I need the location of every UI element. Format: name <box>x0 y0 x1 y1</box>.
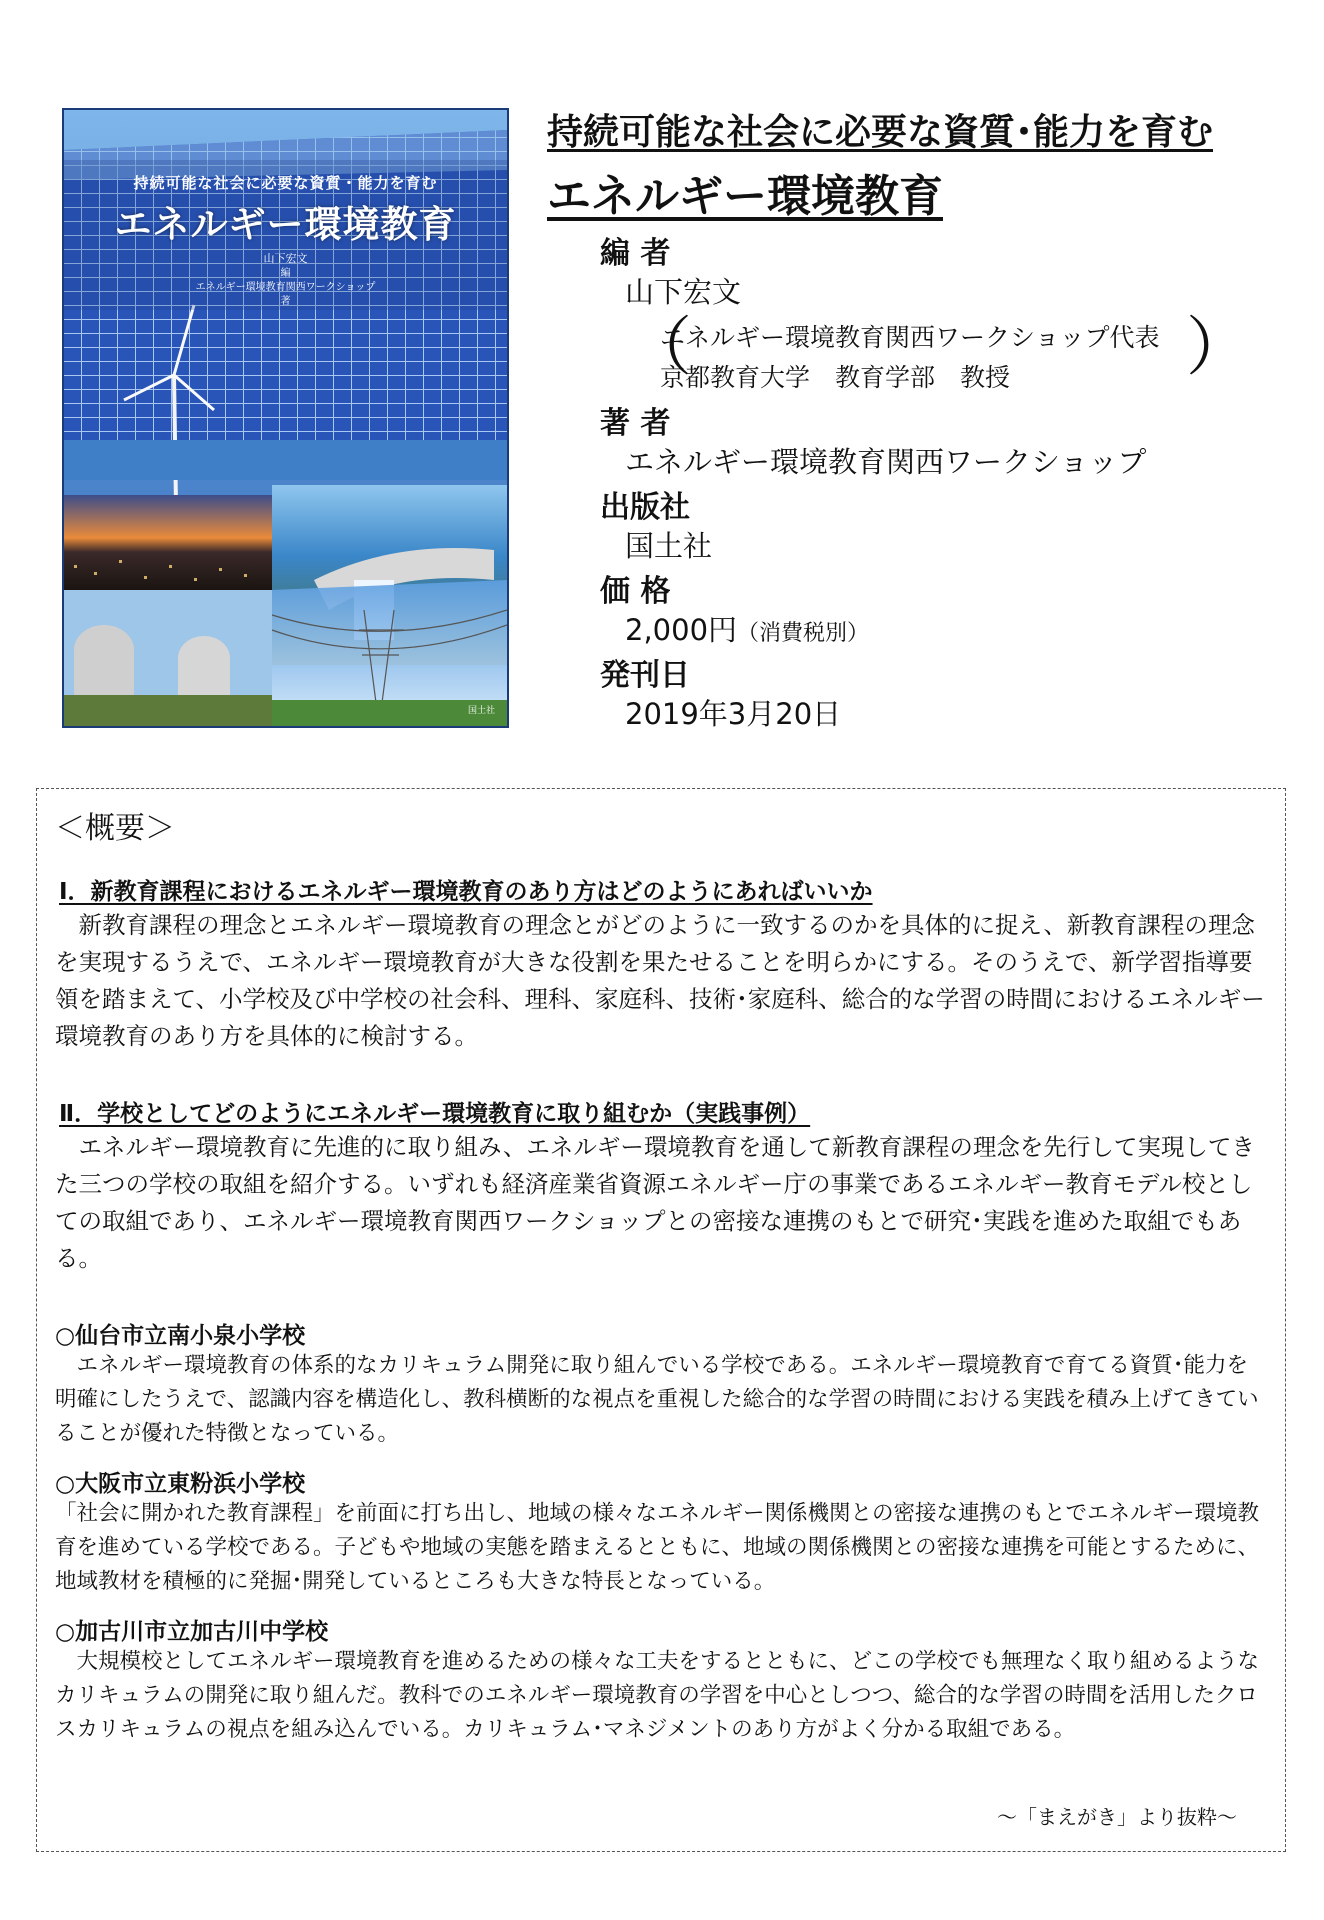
school-2-name: ○大阪市立東粉浜小学校 <box>55 1471 306 1497</box>
book-subtitle: 持続可能な社会に必要な資質･能力を育む <box>547 112 1214 153</box>
cover-author-mark: 著 <box>280 296 291 307</box>
publisher-label: 出版社 <box>600 490 690 525</box>
cover-subtitle: 持続可能な社会に必要な資質・能力を育む <box>133 174 438 192</box>
section-1-text: 新教育課程の理念とエネルギー環境教育の理念とがどのように一致するのかを具体的に捉え、新教育課程の理念を実現するうえで、エネルギー環境教育が大きな役割を果たせることを明らかにする。そのうえで、新学習指導要領を踏まえて、小学校及び中学校の社会科、理科、家庭科、技術･家庭科、総合的な学習の時間におけるエネルギー環境教育のあり方を具体的に検討する。 <box>55 911 1265 1050</box>
summary-box <box>36 788 1286 1852</box>
cover-title: エネルギー環境教育 <box>114 203 457 246</box>
cover-author: エネルギー環境教育関西ワークショップ <box>195 282 376 293</box>
publish-date: 2019年3月20日 <box>625 697 842 731</box>
book-title: エネルギー環境教育 <box>547 171 943 222</box>
editor-affiliation-1: エネルギー環境教育関西ワークショップ代表 <box>660 323 1160 352</box>
summary-heading: ＜概要＞ <box>55 811 175 846</box>
publisher-name: 国土社 <box>625 529 713 563</box>
price-label: 価 格 <box>600 574 671 609</box>
author-label: 著 者 <box>600 406 671 441</box>
school-3-text: 大規模校としてエネルギー環境教育を進めるための様々な工夫をするとともに、どこの学校でも無理なく取り組めるようなカリキュラムの開発に取り組んだ。教科でのエネルギー環境教育の学習を中心としつつ、総合的な学習の時間を活用したクロスカリキュラムの視点を組み込んでいる。カリキュラム･マネジメントのあり方がよく分かる取組である。 <box>55 1649 1260 1742</box>
author-name: エネルギー環境教育関西ワークショップ <box>625 445 1147 479</box>
editor-affiliation-2: 京都教育大学 教育学部 教授 <box>660 363 1011 392</box>
affiliation-paren-left: （ <box>628 311 692 385</box>
school-3-name: ○加古川市立加古川中学校 <box>55 1619 329 1645</box>
price-value <box>625 608 869 649</box>
cover-editor: 山下宏文 <box>263 252 308 265</box>
book-cover <box>62 108 509 728</box>
date-label: 発刊日 <box>600 658 690 693</box>
affiliation-paren-right: ） <box>1186 311 1250 385</box>
section-1-title: Ⅰ．新教育課程におけるエネルギー環境教育のあり方はどのようにあればいいか <box>59 879 873 905</box>
price-amount: 2,000円 <box>625 613 738 647</box>
section-2-text: エネルギー環境教育に先進的に取り組み、エネルギー環境教育を通して新教育課程の理念を先行して実現してきた三つの学校の取組を紹介する。いずれも経済産業省資源エネルギー庁の事業であるエネルギー教育モデル校としての取組であり、エネルギー環境教育関西ワークショップとの密接な連携のもとで研究･実践を進めた取組でもある。 <box>55 1133 1255 1272</box>
cover-edit-mark: 編 <box>280 268 291 279</box>
school-2-text: 「社会に開かれた教育課程」を前面に打ち出し、地域の様々なエネルギー関係機関との密接な連携のもとでエネルギー環境教育を進めている学校である。子どもや地域の実態を踏まえるとともに、地域の関係機関との密接な連携を可能とするために、地域教材を積極的に発掘･開発しているところも大きな特長となっている。 <box>55 1501 1260 1594</box>
editor-name: 山下宏文 <box>625 275 742 309</box>
cover-publisher: 国土社 <box>467 706 495 716</box>
price-tax-note: （消費税別） <box>737 621 870 646</box>
editor-label: 編 者 <box>600 236 671 271</box>
school-1-text: エネルギー環境教育の体系的なカリキュラム開発に取り組んでいる学校である。エネルギー環境教育で育てる資質･能力を明確にしたうえで、認識内容を構造化し、教科横断的な視点を重視した総合的な学習の時間における実践を積み上げてきていることが優れた特徴となっている。 <box>55 1353 1259 1446</box>
section-2-title: Ⅱ．学校としてどのようにエネルギー環境教育に取り組むか（実践事例） <box>59 1101 811 1127</box>
summary-source-note: ～「まえがき」より抜粋～ <box>997 1805 1237 1829</box>
school-1-name: ○仙台市立南小泉小学校 <box>55 1323 306 1349</box>
